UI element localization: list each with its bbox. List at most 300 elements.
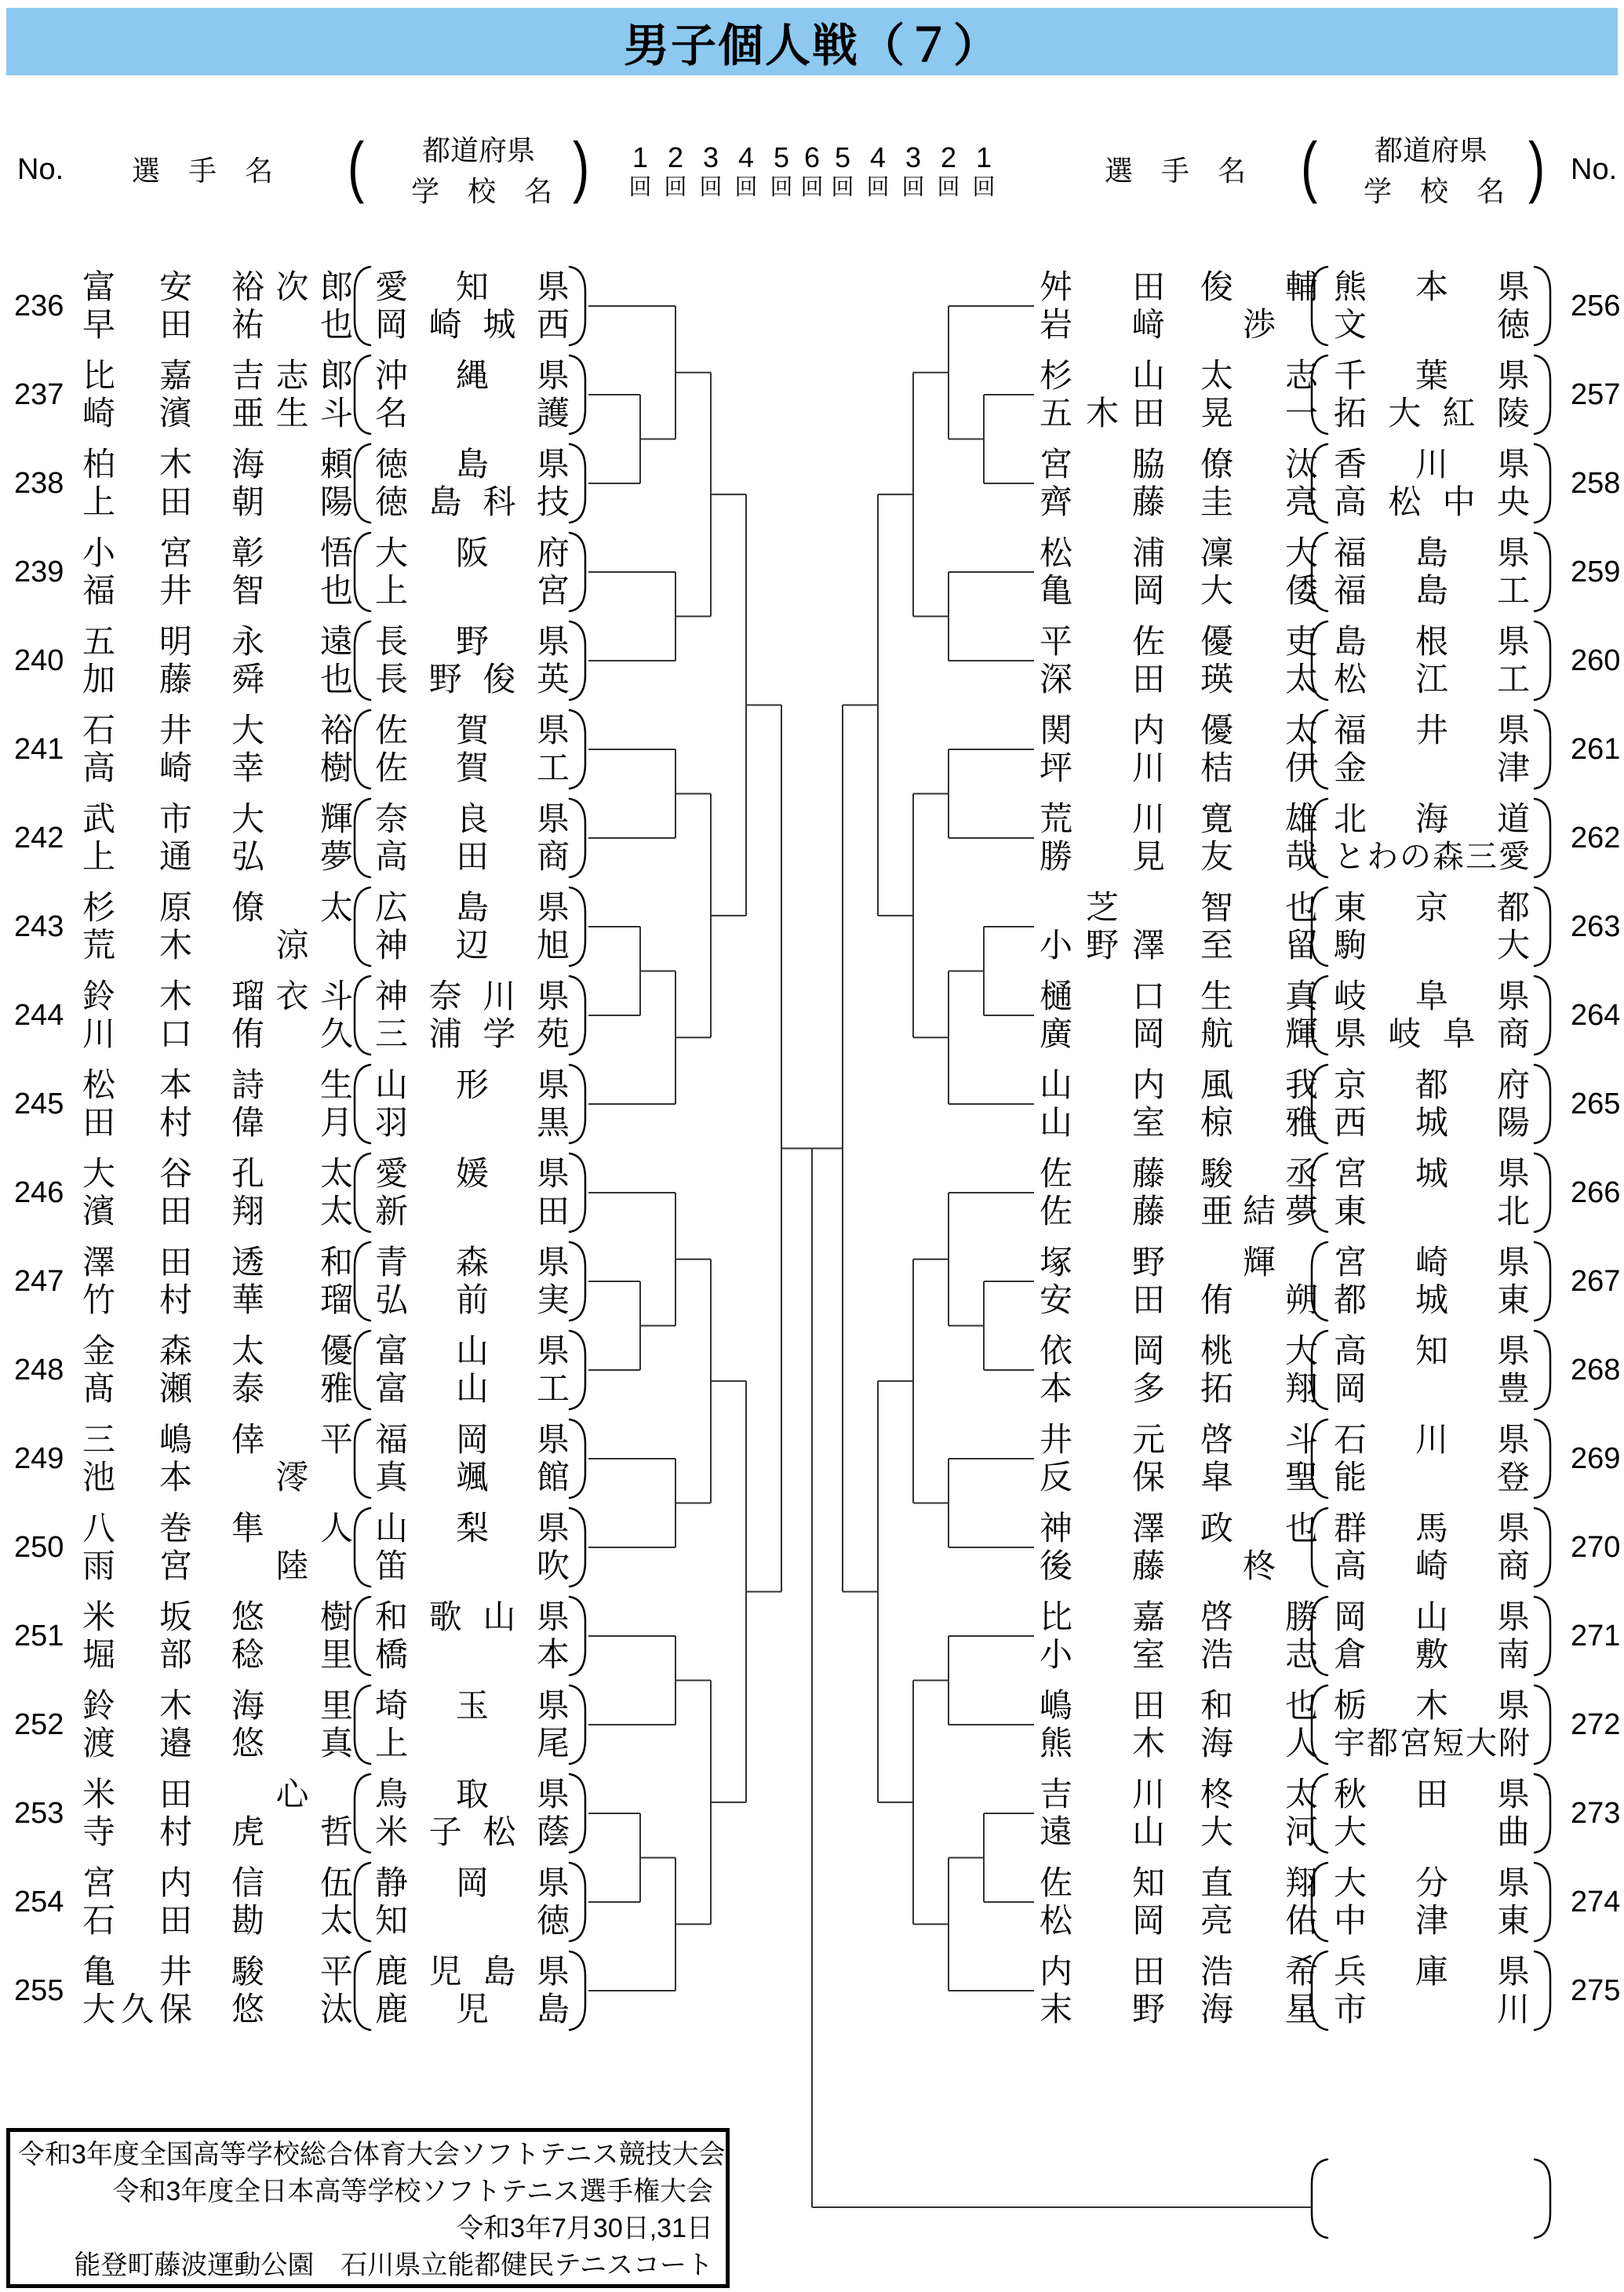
round-number: 4 [737, 141, 755, 173]
school-name: 上尾 [375, 1725, 570, 1762]
player2-surname: 濱田 [82, 1193, 192, 1230]
round-5-label [770, 141, 793, 200]
round-unit: 回 [866, 175, 890, 200]
player2-givenname: 朝陽 [231, 483, 353, 520]
prefecture-name: 島根県 [1334, 623, 1530, 660]
player1-givenname: 永遠 [231, 623, 353, 660]
entry-row-271 [0, 1598, 1624, 1674]
player2-givenname: 椋雅 [1200, 1104, 1318, 1141]
player2-surname: 加藤 [82, 661, 192, 698]
entry-number: 247 [14, 1265, 64, 1298]
player1-givenname: 生真 [1200, 978, 1318, 1015]
player1-givenname: 啓斗 [1200, 1421, 1318, 1458]
round-6-label [800, 141, 824, 200]
entry-row-257 [0, 357, 1624, 432]
prefecture-name: 奈良県 [375, 800, 570, 837]
player1-surname: 鈴木 [82, 1687, 192, 1724]
player2-surname: 坪川 [1040, 749, 1165, 786]
entry-number: 268 [1571, 1354, 1621, 1386]
player2-surname: 小野澤 [1040, 927, 1165, 964]
player2-surname: 廣岡 [1040, 1015, 1165, 1052]
school-name: 中津東 [1334, 1902, 1530, 1939]
player2-surname: 寺村 [82, 1813, 192, 1850]
school-name: 橋本 [375, 1636, 570, 1673]
prefecture-name: 埼玉県 [375, 1687, 570, 1724]
player1-givenname: 風我 [1200, 1066, 1318, 1103]
player1-givenname: 凜大 [1200, 534, 1318, 571]
entry-number: 243 [14, 910, 64, 943]
player2-givenname: 亮佑 [1200, 1902, 1318, 1939]
prefecture-name: 山梨県 [375, 1510, 570, 1547]
player2-surname: 深田 [1040, 661, 1165, 698]
player2-surname: 松岡 [1040, 1902, 1165, 1939]
player1-surname: 五明 [82, 623, 192, 660]
player2-surname: 反保 [1040, 1459, 1165, 1496]
player2-surname: 五木田 [1040, 395, 1165, 432]
round-number: 3 [702, 141, 719, 173]
event-venue: 能登町藤波運動公園 石川県立能都健民テニスコート [74, 2250, 713, 2280]
round-number: 2 [667, 141, 684, 173]
entry-number: 260 [1571, 644, 1621, 677]
player1-surname: 八巻 [82, 1510, 192, 1547]
prefecture-name: 福島県 [1334, 534, 1530, 571]
player2-surname: 池本 [82, 1459, 192, 1496]
player1-givenname: 浩希 [1200, 1953, 1318, 1990]
entry-number: 239 [14, 556, 64, 588]
player1-surname: 嶋田 [1040, 1687, 1165, 1724]
player2-givenname: 至留 [1200, 927, 1318, 964]
prefecture-name: 栃木県 [1334, 1687, 1530, 1724]
player1-givenname: 孔太 [231, 1155, 353, 1192]
player2-givenname: 航輝 [1200, 1015, 1318, 1052]
player1-surname: 芝 [1085, 889, 1119, 926]
player1-surname: 杉原 [82, 889, 192, 926]
player2-givenname: 舜也 [231, 661, 353, 698]
round-unit: 回 [770, 175, 793, 200]
player1-surname: 比嘉 [1040, 1598, 1165, 1635]
prefecture-name: 熊本県 [1334, 268, 1530, 305]
entry-number: 253 [14, 1797, 64, 1830]
player2-givenname: 海人 [1200, 1725, 1318, 1762]
player2-givenname: 亜生斗 [231, 395, 353, 432]
entry-number: 266 [1571, 1176, 1621, 1209]
player2-surname: 崎濱 [82, 395, 192, 432]
entry-number: 261 [1571, 733, 1621, 766]
school-name: 宇都宮短大附 [1334, 1726, 1530, 1761]
player1-givenname: 僚汰 [1200, 446, 1318, 483]
player1-givenname: 駿丞 [1200, 1155, 1318, 1192]
entry-number: 258 [1571, 467, 1621, 500]
prefecture-name: 富山県 [375, 1332, 570, 1369]
prefecture-name: 鳥取県 [375, 1776, 570, 1813]
player2-givenname: 幸樹 [231, 749, 353, 786]
player2-surname: 髙瀬 [82, 1370, 192, 1407]
player1-givenname: 海頼 [231, 446, 353, 483]
player2-givenname: 悠真 [231, 1725, 353, 1762]
round-number: 1 [632, 141, 649, 173]
round-1-label [628, 141, 652, 200]
school-name: 神辺旭 [375, 927, 570, 964]
event-name-2: 令和3年度全日本高等学校ソフトテニス選手権大会 [112, 2177, 713, 2206]
entry-row-273 [0, 1776, 1624, 1851]
player1-surname: 石井 [82, 712, 192, 749]
prefecture-name: 福井県 [1334, 712, 1530, 749]
player1-givenname: 太志 [1200, 357, 1318, 394]
player1-givenname: 彰悟 [231, 534, 353, 571]
entry-row-262 [0, 800, 1624, 876]
round-4-label [866, 141, 890, 200]
player1-surname: 金森 [82, 1332, 192, 1369]
round-unit: 回 [664, 175, 687, 200]
school-name: 駒大 [1334, 927, 1530, 964]
entry-number: 236 [14, 290, 64, 322]
entry-number: 251 [14, 1620, 64, 1652]
player1-givenname: 詩生 [231, 1066, 353, 1103]
player1-givenname: 優太 [1200, 712, 1318, 749]
entry-number: 264 [1571, 999, 1621, 1032]
player1-surname: 富安 [82, 268, 192, 305]
player2-surname: 齊藤 [1040, 483, 1165, 520]
entry-number: 269 [1571, 1442, 1621, 1475]
player2-surname: 亀岡 [1040, 572, 1165, 609]
prefecture-name: 岡山県 [1334, 1598, 1530, 1635]
player1-surname: 澤田 [82, 1244, 192, 1281]
entry-row-264 [0, 978, 1624, 1053]
prefecture-name: 高知県 [1334, 1332, 1530, 1369]
player1-givenname: 政也 [1200, 1510, 1318, 1547]
school-name: 高崎商 [1334, 1547, 1530, 1584]
player1-surname: 比嘉 [82, 357, 192, 394]
round-3-label [901, 141, 925, 200]
school-name: 米子松蔭 [375, 1813, 570, 1850]
prefecture-name: 千葉県 [1334, 357, 1530, 394]
entry-number: 242 [14, 822, 64, 854]
player1-surname: 柏木 [82, 446, 192, 483]
prefecture-name: 鹿児島県 [375, 1953, 570, 1990]
player2-surname: 勝見 [1040, 838, 1165, 875]
player2-givenname: 柊 [1242, 1547, 1276, 1584]
player1-givenname: 悠樹 [231, 1598, 353, 1635]
player2-surname: 遠山 [1040, 1813, 1165, 1850]
prefecture-name: 徳島県 [375, 446, 570, 483]
no-column-header-right: No. [1571, 153, 1618, 186]
prefecture-name: 大阪府 [375, 534, 570, 571]
prefecture-column-header-right: 都道府県 [1375, 134, 1488, 166]
entry-number: 250 [14, 1531, 64, 1564]
player2-givenname: 浩志 [1200, 1636, 1318, 1673]
school-name: 金津 [1334, 749, 1530, 786]
player1-givenname: 瑠衣斗 [231, 978, 353, 1015]
player1-givenname: 大裕 [231, 712, 353, 749]
player1-surname: 宮脇 [1040, 446, 1165, 483]
player1-givenname: 信伍 [231, 1864, 353, 1901]
round-2-label [664, 141, 687, 200]
entry-number: 274 [1571, 1886, 1621, 1919]
school-name: 知徳 [375, 1902, 570, 1939]
player2-givenname: 虎哲 [231, 1813, 353, 1850]
round-number: 6 [803, 141, 821, 173]
player2-givenname: 智也 [231, 572, 353, 609]
player1-surname: 井元 [1040, 1421, 1165, 1458]
player1-surname: 大谷 [82, 1155, 192, 1192]
entry-number: 265 [1571, 1088, 1621, 1120]
entry-number: 249 [14, 1442, 64, 1475]
school-name: 鹿児島 [375, 1991, 570, 2028]
prefecture-name: 静岡県 [375, 1864, 570, 1901]
entry-row-259 [0, 534, 1624, 610]
school-column-header-right: 学 校 名 [1364, 175, 1506, 207]
entry-number: 254 [14, 1886, 64, 1919]
player-column-header-left: 選 手 名 [132, 155, 274, 187]
player2-surname: 雨宮 [82, 1547, 192, 1584]
player1-givenname: 智也 [1200, 889, 1318, 926]
entry-row-267 [0, 1244, 1624, 1319]
school-name: 文徳 [1334, 306, 1530, 343]
player1-givenname: 隼人 [231, 1510, 353, 1547]
prefecture-name: 香川県 [1334, 446, 1530, 483]
prefecture-column-header-left: 都道府県 [422, 134, 536, 166]
player2-surname: 小室 [1040, 1636, 1165, 1673]
player1-surname: 関内 [1040, 712, 1165, 749]
player1-surname: 亀井 [82, 1953, 192, 1990]
player2-surname: 上田 [82, 483, 192, 520]
entry-row-272 [0, 1687, 1624, 1762]
player1-givenname: 駿平 [231, 1953, 353, 1990]
entry-number: 240 [14, 644, 64, 677]
school-name: 笛吹 [375, 1547, 570, 1584]
player2-givenname: 侑久 [231, 1015, 353, 1052]
school-name: 松江工 [1334, 661, 1530, 698]
player2-surname: 高崎 [82, 749, 192, 786]
open-paren-left: ( [348, 128, 365, 205]
round-4-label [734, 141, 758, 200]
player1-givenname: 裕次郎 [231, 268, 353, 305]
player2-givenname: 悠汰 [231, 1991, 353, 2028]
round-unit: 回 [937, 175, 960, 200]
entry-row-265 [0, 1066, 1624, 1142]
open-paren-right: ( [1301, 128, 1318, 205]
no-column-header-left: No. [17, 153, 64, 186]
round-2-label [937, 141, 960, 200]
prefecture-name: 秋田県 [1334, 1776, 1530, 1813]
school-name: 岡豊 [1334, 1370, 1530, 1407]
player2-givenname: 陸 [275, 1547, 309, 1584]
school-name: 倉敷南 [1334, 1636, 1530, 1673]
entry-number: 273 [1571, 1797, 1621, 1830]
round-unit: 回 [699, 175, 723, 200]
prefecture-name: 愛媛県 [375, 1155, 570, 1192]
entry-row-258 [0, 446, 1624, 521]
player2-givenname: 偉月 [231, 1104, 353, 1141]
player1-surname: 舛田 [1040, 268, 1165, 305]
entry-row-274 [0, 1864, 1624, 1940]
player2-givenname: 大河 [1200, 1813, 1318, 1850]
entry-number: 270 [1571, 1531, 1621, 1564]
player1-givenname: 大輝 [231, 800, 353, 837]
prefecture-name: 大分県 [1334, 1864, 1530, 1901]
school-name: 岡崎城西 [375, 306, 570, 343]
prefecture-name: 福岡県 [375, 1421, 570, 1458]
player1-surname: 杉山 [1040, 357, 1165, 394]
player2-givenname: 海星 [1200, 1991, 1318, 2028]
player2-surname: 大久保 [82, 1991, 192, 2028]
player1-surname: 米田 [82, 1776, 192, 1813]
round-number: 5 [773, 141, 790, 173]
player2-surname: 岩﨑 [1040, 306, 1165, 343]
player1-givenname: 太優 [231, 1332, 353, 1369]
event-name-1: 令和3年度全国高等学校総合体育大会ソフトテニス競技大会 [18, 2140, 726, 2170]
prefecture-name: 和歌山県 [375, 1598, 570, 1635]
round-unit: 回 [734, 175, 758, 200]
player2-surname: 山室 [1040, 1104, 1165, 1141]
player1-givenname: 吉志郎 [231, 357, 353, 394]
player2-givenname: 晃一 [1200, 395, 1318, 432]
school-name: 能登 [1334, 1459, 1530, 1496]
player1-surname: 平佐 [1040, 623, 1165, 660]
player1-surname: 武市 [82, 800, 192, 837]
entry-row-261 [0, 712, 1624, 787]
player2-surname: 本多 [1040, 1370, 1165, 1407]
round-unit: 回 [628, 175, 652, 200]
prefecture-name: 宮城県 [1334, 1155, 1530, 1192]
entry-number: 248 [14, 1354, 64, 1386]
player1-surname: 小宮 [82, 534, 192, 571]
player1-surname: 宮内 [82, 1864, 192, 1901]
entry-number: 256 [1571, 290, 1621, 322]
prefecture-name: 北海道 [1334, 800, 1530, 837]
prefecture-name: 石川県 [1334, 1421, 1530, 1458]
school-name: 富山工 [375, 1370, 570, 1407]
player1-givenname: 倖平 [231, 1421, 353, 1458]
player1-surname: 松浦 [1040, 534, 1165, 571]
round-unit: 回 [831, 175, 854, 200]
school-name: 県岐阜商 [1334, 1015, 1530, 1052]
player2-surname: 上通 [82, 838, 192, 875]
school-name: 拓大紅陵 [1334, 395, 1530, 432]
entry-number: 275 [1571, 1974, 1621, 2007]
entry-number: 252 [14, 1708, 64, 1741]
school-name: 羽黒 [375, 1104, 570, 1141]
entry-row-266 [0, 1155, 1624, 1230]
player2-givenname: 大倭 [1200, 572, 1318, 609]
school-name: 都城東 [1334, 1281, 1530, 1318]
player2-surname: 福井 [82, 572, 192, 609]
school-name: 福島工 [1334, 572, 1530, 609]
prefecture-name: 東京都 [1334, 889, 1530, 926]
event-info-box [6, 2128, 730, 2288]
player2-surname: 田村 [82, 1104, 192, 1141]
entry-row-269 [0, 1421, 1624, 1496]
entry-number: 245 [14, 1088, 64, 1120]
player1-givenname: 俊輔 [1200, 268, 1318, 305]
entry-number: 271 [1571, 1620, 1621, 1652]
prefecture-name: 愛知県 [375, 268, 570, 305]
player1-surname: 塚野 [1040, 1244, 1165, 1281]
player1-surname: 三嶋 [82, 1421, 192, 1458]
player1-surname: 神澤 [1040, 1510, 1165, 1547]
prefecture-name: 山形県 [375, 1066, 570, 1103]
player1-surname: 山内 [1040, 1066, 1165, 1103]
player1-givenname: 海里 [231, 1687, 353, 1724]
prefecture-name: 広島県 [375, 889, 570, 926]
player1-givenname: 僚太 [231, 889, 353, 926]
round-unit: 回 [972, 175, 996, 200]
entry-row-263 [0, 889, 1624, 964]
school-name: 市川 [1334, 1991, 1530, 2028]
player2-surname: 後藤 [1040, 1547, 1165, 1584]
player2-surname: 竹村 [82, 1281, 192, 1318]
school-name: 上宮 [375, 572, 570, 609]
player2-givenname: 弘夢 [231, 838, 353, 875]
player2-givenname: 拓翔 [1200, 1370, 1318, 1407]
player1-givenname: 直翔 [1200, 1864, 1318, 1901]
school-name: とわの森三愛 [1334, 840, 1530, 874]
player2-givenname: 稔里 [231, 1636, 353, 1673]
entry-number: 246 [14, 1176, 64, 1209]
entry-row-268 [0, 1332, 1624, 1408]
entry-number: 241 [14, 733, 64, 766]
player1-givenname: 啓勝 [1200, 1598, 1318, 1635]
player1-givenname: 桃大 [1200, 1332, 1318, 1369]
player2-givenname: 泰雅 [231, 1370, 353, 1407]
prefecture-name: 岐阜県 [1334, 978, 1530, 1015]
player2-givenname: 侑朔 [1200, 1281, 1318, 1318]
prefecture-name: 神奈川県 [375, 978, 570, 1015]
player2-givenname: 瑛太 [1200, 661, 1318, 698]
school-name: 弘前実 [375, 1281, 570, 1318]
player1-surname: 佐藤 [1040, 1155, 1165, 1192]
entry-number: 263 [1571, 910, 1621, 943]
player2-surname: 渡邉 [82, 1725, 192, 1762]
prefecture-name: 長野県 [375, 623, 570, 660]
player1-givenname: 輝 [1242, 1244, 1276, 1281]
player1-surname: 松本 [82, 1066, 192, 1103]
player1-surname: 内田 [1040, 1953, 1165, 1990]
player1-givenname: 柊太 [1200, 1776, 1318, 1813]
entry-number: 255 [14, 1974, 64, 2007]
player2-surname: 末野 [1040, 1991, 1165, 2028]
prefecture-name: 沖縄県 [375, 357, 570, 394]
player1-givenname: 心 [275, 1776, 309, 1813]
school-name: 三浦学苑 [375, 1015, 570, 1052]
player2-surname: 荒木 [82, 927, 192, 964]
entry-row-256 [0, 268, 1624, 344]
round-number: 4 [869, 141, 887, 173]
player2-givenname: 祐也 [231, 306, 353, 343]
prefecture-name: 佐賀県 [375, 712, 570, 749]
round-number: 1 [975, 141, 992, 173]
round-unit: 回 [800, 175, 824, 200]
round-1-label [972, 141, 996, 200]
prefecture-name: 京都府 [1334, 1066, 1530, 1103]
school-name: 徳島科技 [375, 483, 570, 520]
player2-givenname: 友哉 [1200, 838, 1318, 875]
round-number: 2 [940, 141, 957, 173]
player2-surname: 佐藤 [1040, 1193, 1165, 1230]
event-date: 令和3年7月30日,31日 [457, 2214, 713, 2243]
player2-surname: 川口 [82, 1015, 192, 1052]
player2-givenname: 華瑠 [231, 1281, 353, 1318]
player2-givenname: 皐聖 [1200, 1459, 1318, 1496]
entry-number: 257 [1571, 378, 1621, 411]
school-name: 新田 [375, 1193, 570, 1230]
school-name: 高松中央 [1334, 483, 1530, 520]
player1-surname: 佐知 [1040, 1864, 1165, 1901]
close-paren-left: ) [573, 128, 590, 205]
player1-givenname: 和也 [1200, 1687, 1318, 1724]
school-name: 高田商 [375, 838, 570, 875]
page-title: 男子個人戦（７） [623, 20, 1000, 71]
